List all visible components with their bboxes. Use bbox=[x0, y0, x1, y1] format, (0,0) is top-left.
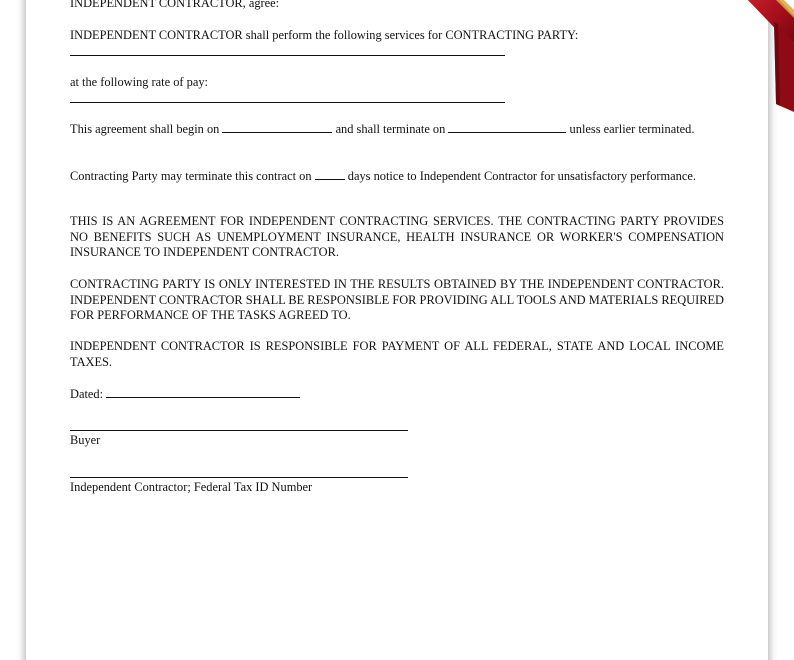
intro-fragment: INDEPENDENT CONTRACTOR, agree: bbox=[70, 0, 280, 10]
taxes-paragraph: INDEPENDENT CONTRACTOR IS RESPONSIBLE FOR PAYMENT OF ALL FEDERAL, STATE AND LOCAL INCOME TAXES. bbox=[70, 339, 724, 369]
notice-days-blank[interactable] bbox=[315, 168, 345, 180]
term-part3: unless earlier terminated. bbox=[569, 122, 695, 136]
rate-line: at the following rate of pay: bbox=[70, 75, 208, 89]
term-part2: and shall terminate on bbox=[335, 122, 446, 136]
dated-label: Dated: bbox=[70, 387, 104, 401]
services-fill-line[interactable] bbox=[70, 55, 505, 56]
dated-row bbox=[70, 386, 300, 403]
buyer-signature-line[interactable] bbox=[70, 430, 408, 431]
rate-fill-line[interactable] bbox=[70, 102, 505, 103]
buyer-label: Buyer bbox=[70, 433, 101, 447]
termination-part2: days notice to Independent Contractor for unsatisfactory performance. bbox=[347, 169, 696, 183]
termination-paragraph bbox=[70, 168, 724, 185]
results-paragraph: CONTRACTING PARTY IS ONLY INTERESTED IN THE RESULTS OBTAINED BY THE INDEPENDENT CONTRACTOR. INDEPENDENT CONTRACTOR SHALL BE RESPONSIBLE FOR PROVIDING ALL TOOLS AND MATERIALS REQUIRED FOR PERFORMANCE OF THE TASKS AGREED TO. bbox=[70, 277, 724, 322]
corner-ribbon bbox=[674, 0, 794, 114]
services-line: INDEPENDENT CONTRACTOR shall perform the following services for CONTRACTING PARTY: bbox=[70, 28, 579, 42]
start-date-blank[interactable] bbox=[222, 121, 332, 133]
end-date-blank[interactable] bbox=[448, 121, 566, 133]
term-paragraph bbox=[70, 121, 724, 138]
benefits-paragraph: THIS IS AN AGREEMENT FOR INDEPENDENT CONTRACTING SERVICES. THE CONTRACTING PARTY PROVIDES NO BENEFITS SUCH AS UNEMPLOYMENT INSURANCE, HEALTH INSURANCE OR WORKER'S COMPENSATION INSURANCE TO INDEPENDENT CONTRACTOR. bbox=[70, 214, 724, 259]
date-blank[interactable] bbox=[106, 386, 300, 398]
contractor-signature-line[interactable] bbox=[70, 477, 408, 478]
document-page bbox=[26, 0, 768, 660]
contractor-label: Independent Contractor; Federal Tax ID Number bbox=[70, 480, 313, 494]
termination-part1: Contracting Party may terminate this contract on bbox=[70, 169, 312, 183]
term-part1: This agreement shall begin on bbox=[70, 122, 220, 136]
